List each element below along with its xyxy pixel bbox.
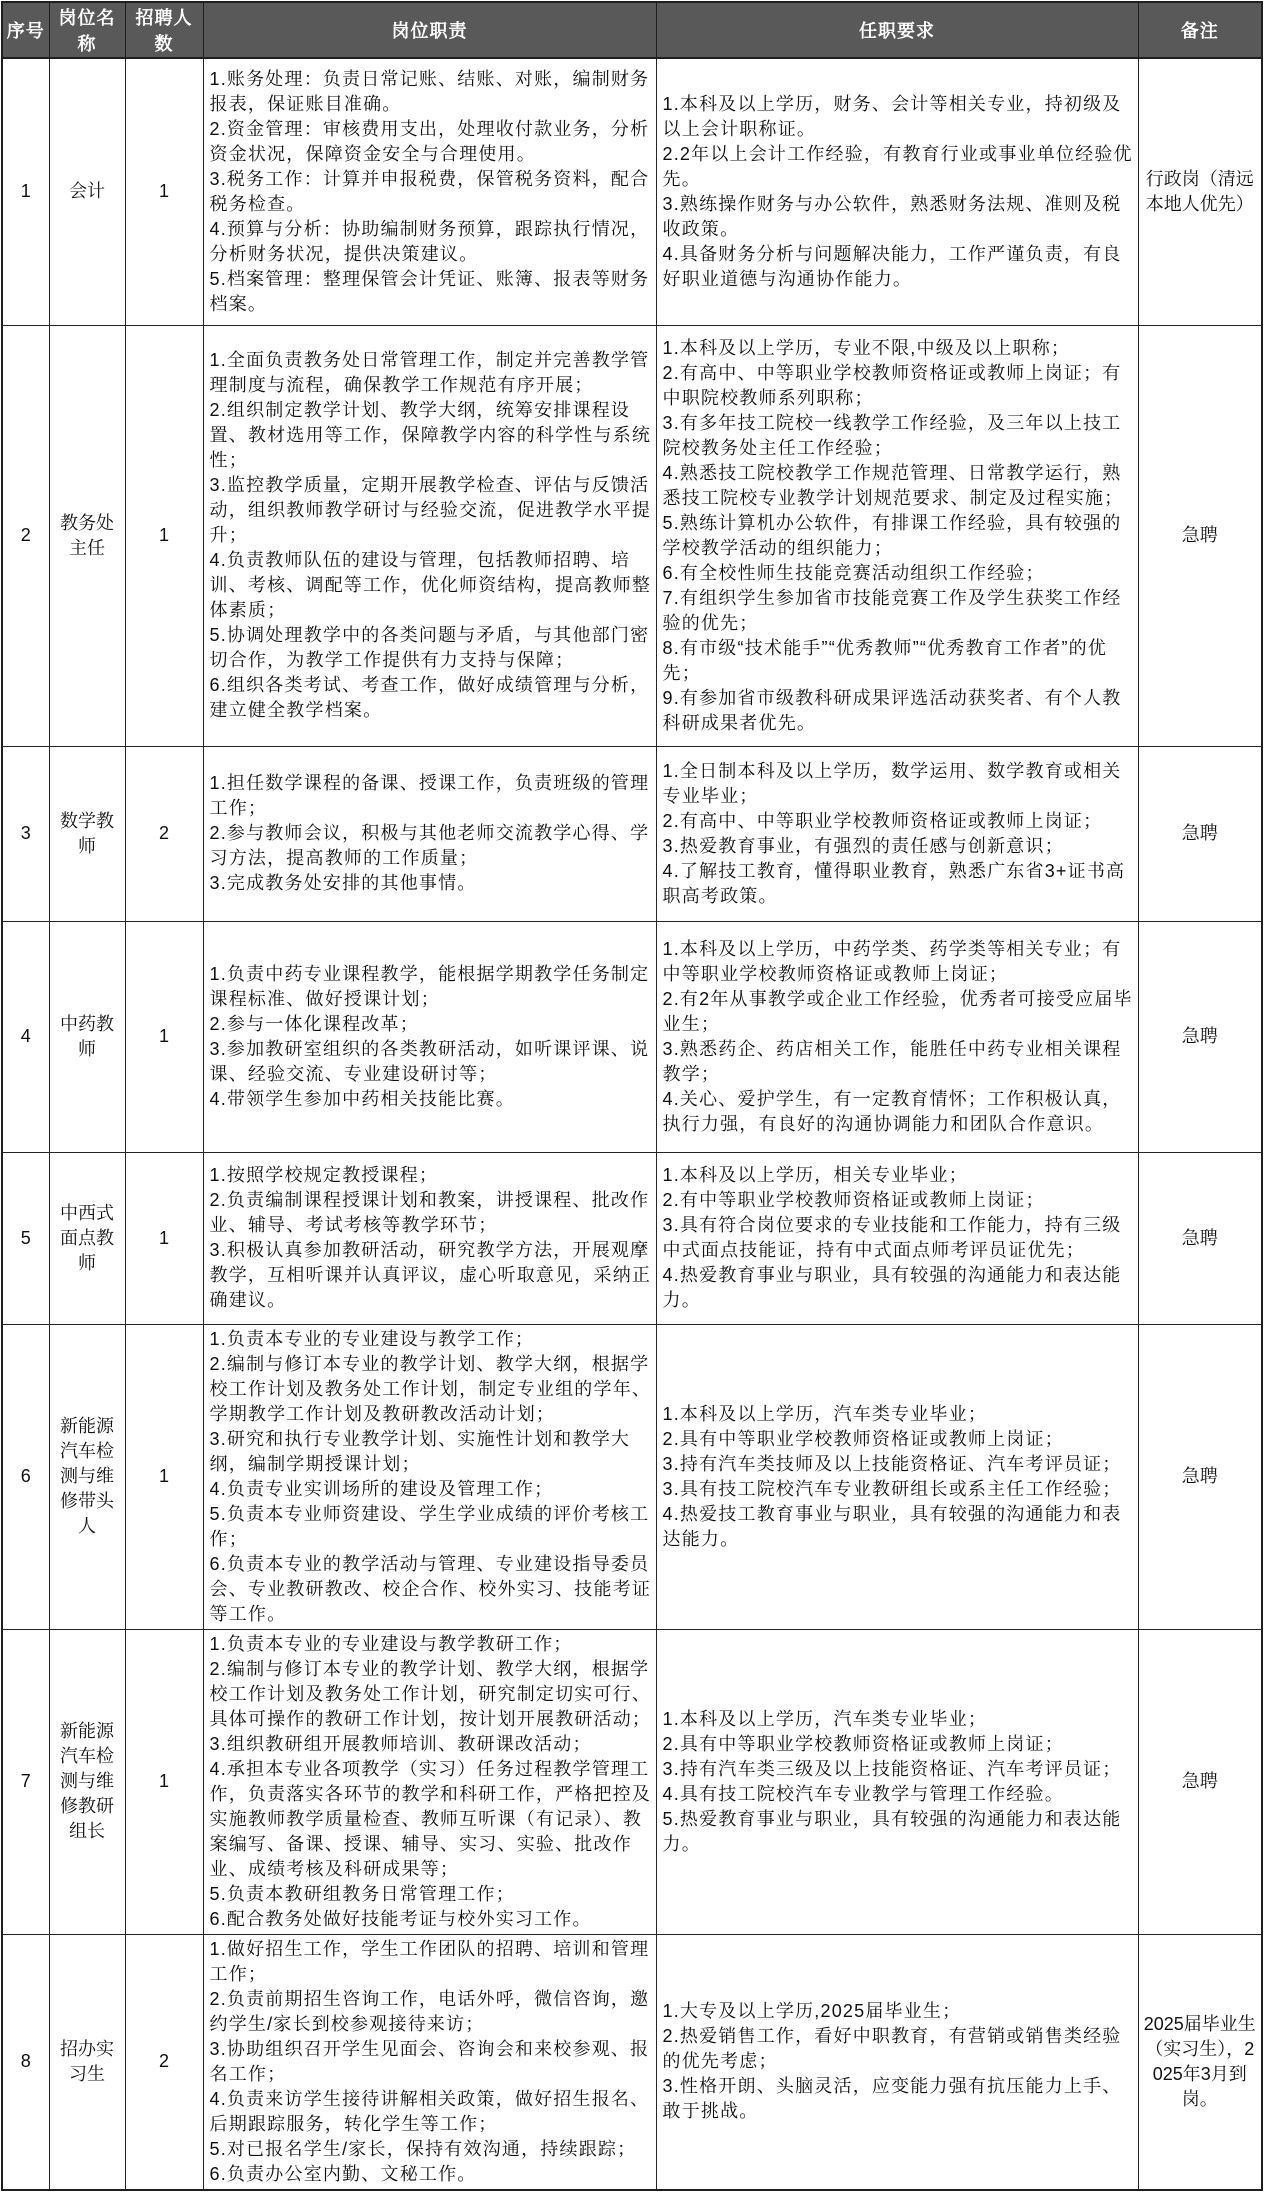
duty-item: 4.负责教师队伍的建设与管理，包括教师招聘、培训、考核、调配等工作，优化师资结构，提高教师整体素质； <box>209 550 652 620</box>
requirement-item: 2.具有中等职业学校教师资格证或教师上岗证； <box>662 1733 1064 1754</box>
cell-headcount: 1 <box>125 1629 203 1934</box>
requirement-item: 8.有市级“技术能手”“优秀教师”“优秀教育工作者”的优先； <box>662 637 1108 683</box>
requirement-item: 3.具有技工院校汽车专业教研组长或系主任工作经验； <box>662 1478 1122 1499</box>
duty-item: 5.负责本专业师资建设、学生学业成绩的评价考核工作； <box>209 1503 650 1549</box>
cell-position-title: 中药教师 <box>49 921 125 1152</box>
duty-item: 2.参与教师会议，积极与其他老师交流教学心得、学习方法，提高教师的工作质量； <box>209 823 650 868</box>
cell-note: 急聘 <box>1138 325 1262 746</box>
cell-seq: 7 <box>2 1629 49 1934</box>
duty-item: 1.担任数学课程的备课、授课工作，负责班级的管理工作； <box>209 773 650 818</box>
cell-requirements <box>656 325 1138 746</box>
requirement-item: 5.热爱教育事业与职业，具有较强的沟通能力和表达能力。 <box>662 1808 1122 1854</box>
cell-position-title: 会计 <box>49 58 125 325</box>
table-row <box>2 1934 1262 2190</box>
table-row <box>2 1324 1262 1629</box>
duty-item: 4.带领学生参加中药相关技能比赛。 <box>209 1088 515 1109</box>
duty-item: 1.负责中药专业课程教学，能根据学期教学任务制定课程标准、做好授课计划； <box>209 963 650 1009</box>
requirement-item: 5.熟练计算机办公软件，有排课工作经验，具有较强的学校教学活动的组织能力； <box>662 512 1122 558</box>
requirement-item: 7.有组织学生参加省市技能竞赛工作及学生获奖工作经验的优先； <box>662 587 1122 633</box>
table-header <box>2 2 1262 58</box>
duty-item: 6.负责本专业的教学活动与管理、专业建设指导委员会、专业教研教改、校企合作、校外实习、技能考证等工作。 <box>209 1553 652 1624</box>
requirement-item: 4.熟悉技工院校教学工作规范管理、日常教学运行，熟悉技工院校专业教学计划规范要求、制定及过程实施； <box>662 462 1124 508</box>
cell-headcount: 1 <box>125 1152 203 1324</box>
requirement-item: 3.持有汽车类三级及以上技能资格证、汽车考评员证； <box>662 1758 1122 1779</box>
table-row <box>2 58 1262 325</box>
duty-item: 2.编制与修订本专业的教学计划、教学大纲，根据学校工作计划及教务处工作计划，制定专业组的学年、学期教学工作计划及教研教改活动计划； <box>209 1353 652 1424</box>
requirement-item: 2.有高中、中等职业学校教师资格证或教师上岗证；有中职院校教师系列职称； <box>662 362 1122 408</box>
duty-item: 6.负责办公室内勤、文秘工作。 <box>209 2163 477 2184</box>
duty-item: 5.对已报名学生/家长，保持有效沟通，持续跟踪； <box>209 2138 637 2159</box>
cell-seq: 5 <box>2 1152 49 1324</box>
requirement-item: 6.有全校性师生技能竞赛活动组织工作经验； <box>662 562 1045 583</box>
header-count: 招聘人数 <box>125 2 203 58</box>
cell-duties <box>203 746 656 921</box>
table-row <box>2 325 1262 746</box>
cell-requirements <box>656 921 1138 1152</box>
duty-item: 3.协助组织召开学生见面会、咨询会和来校参观、报名工作； <box>209 2038 650 2084</box>
duty-item: 1.负责本专业的专业建设与教学教研工作； <box>209 1633 573 1654</box>
cell-seq: 6 <box>2 1324 49 1629</box>
cell-seq: 8 <box>2 1934 49 2190</box>
cell-duties <box>203 1152 656 1324</box>
cell-note: 急聘 <box>1138 1629 1262 1934</box>
cell-position-title: 新能源汽车检测与维修教研组长 <box>49 1629 125 1934</box>
header-duties: 岗位职责 <box>203 2 656 58</box>
requirement-item: 4.具备财务分析与问题解决能力，工作严谨负责，有良好职业道德与沟通协作能力。 <box>662 243 1122 289</box>
duty-item: 5.档案管理：整理保管会计凭证、账簿、报表等财务档案。 <box>209 268 650 314</box>
cell-headcount: 1 <box>125 325 203 746</box>
requirement-item: 3.有多年技工院校一线教学工作经验，及三年以上技工院校教务处主任工作经验； <box>662 412 1122 458</box>
cell-headcount: 1 <box>125 58 203 325</box>
cell-requirements <box>656 1324 1138 1629</box>
cell-note: 急聘 <box>1138 1324 1262 1629</box>
duty-item: 2.组织制定教学计划、教学大纲，统筹安排课程设置、教材选用等工作，保障教学内容的科学性与系统性； <box>209 400 652 470</box>
cell-seq: 4 <box>2 921 49 1152</box>
job-postings-table <box>1 1 1263 2191</box>
requirement-item: 4.了解技工教育，懂得职业教育，熟悉广东省3+证书高职高考政策。 <box>662 860 1126 906</box>
requirement-item: 1.本科及以上学历，汽车类专业毕业； <box>662 1403 988 1424</box>
duty-item: 1.全面负责教务处日常管理工作，制定并完善教学管理制度与流程，确保教学工作规范有序开展； <box>209 350 650 395</box>
duty-item: 2.资金管理：审核费用支出，处理收付款业务，分析资金状况，保障资金安全与合理使用。 <box>209 118 650 164</box>
requirement-item: 4.热爱教育事业与职业，具有较强的沟通能力和表达能力。 <box>662 1265 1122 1310</box>
cell-position-title: 数学教师 <box>49 746 125 921</box>
requirement-item: 4.具有技工院校汽车专业教学与管理工作经验。 <box>662 1783 1064 1804</box>
requirement-item: 1.本科及以上学历，中药学类、药学类等相关专业；有中等职业学校教师资格证或教师上岗证； <box>662 938 1122 984</box>
requirement-item: 2.具有中等职业学校教师资格证或教师上岗证； <box>662 1428 1064 1449</box>
duty-item: 3.参加教研室组织的各类教研活动，如听课评课、说课、经验交流、专业建设研讨等； <box>209 1038 650 1084</box>
cell-note: 急聘 <box>1138 1152 1262 1324</box>
duty-item: 2.编制与修订本专业的教学计划、教学大纲，根据学校工作计划及教务处工作计划，研究制定切实可行、具体可操作的教研工作计划，按计划开展教研活动； <box>209 1658 652 1729</box>
requirement-item: 2.有2年从事教学或企业工作经验，优秀者可接受应届毕业生； <box>662 988 1133 1034</box>
duty-item: 6.配合教务处做好技能考证与校外实习工作。 <box>209 1908 592 1929</box>
cell-note: 急聘 <box>1138 921 1262 1152</box>
requirement-item: 2.有中等职业学校教师资格证或教师上岗证； <box>662 1190 1045 1210</box>
header-title: 岗位名称 <box>49 2 125 58</box>
requirement-item: 2.有高中、中等职业学校教师资格证或教师上岗证； <box>662 810 1103 831</box>
cell-position-title: 新能源汽车检测与维修带头人 <box>49 1324 125 1629</box>
duty-item: 5.负责本教研组教务日常管理工作； <box>209 1883 515 1904</box>
cell-note: 急聘 <box>1138 746 1262 921</box>
duty-item: 3.研究和执行专业教学计划、实施性计划和教学大纲，编制学期授课计划； <box>209 1428 631 1474</box>
duty-item: 3.积极认真参加教研活动，研究教学方法，开展观摩教学，互相听课并认真评议，虚心听取意见，采纳正确建议。 <box>209 1240 652 1310</box>
requirement-item: 3.熟悉药企、药店相关工作，能胜任中药专业相关课程教学； <box>662 1038 1122 1084</box>
cell-note: 2025届毕业生（实习生），2025年3月到岗。 <box>1138 1934 1262 2190</box>
requirement-item: 1.本科及以上学历，汽车类专业毕业； <box>662 1708 988 1729</box>
header-requirements: 任职要求 <box>656 2 1138 58</box>
duty-item: 3.完成教务处安排的其他事情。 <box>209 873 477 893</box>
cell-duties <box>203 58 656 325</box>
table-row <box>2 921 1262 1152</box>
cell-duties <box>203 1934 656 2190</box>
requirement-item: 9.有参加省市级教科研成果评选活动获奖者、有个人教科研成果者优先。 <box>662 687 1122 733</box>
header-row <box>2 2 1262 58</box>
duty-item: 2.负责编制课程授课计划和教案，讲授课程、批改作业、辅导、考试考核等教学环节； <box>209 1190 650 1235</box>
cell-duties <box>203 1629 656 1934</box>
cell-seq: 2 <box>2 325 49 746</box>
duty-item: 2.负责前期招生咨询工作，电话外呼，微信咨询，邀约学生/家长到校参观接待来访； <box>209 1988 650 2034</box>
cell-seq: 3 <box>2 746 49 921</box>
cell-position-title: 中西式面点教师 <box>49 1152 125 1324</box>
duty-item: 1.做好招生工作，学生工作团队的招聘、培训和管理工作； <box>209 1938 650 1984</box>
requirement-item: 2.2年以上会计工作经验，有教育行业或事业单位经验优先。 <box>662 143 1133 189</box>
requirement-item: 4.热爱技工教育事业与职业，具有较强的沟通能力和表达能力。 <box>662 1503 1122 1549</box>
requirement-item: 3.持有汽车类技师及以上技能资格证、汽车考评员证； <box>662 1453 1122 1474</box>
duty-item: 4.负责专业实训场所的建设及管理工作； <box>209 1478 554 1499</box>
duty-item: 4.负责来访学生接待讲解相关政策，做好招生报名、后期跟踪服务，转化学生等工作； <box>209 2088 650 2134</box>
requirement-item: 1.本科及以上学历，财务、会计等相关专业，持初级及以上会计职称证。 <box>662 93 1122 139</box>
table-body <box>2 58 1262 2190</box>
table-row <box>2 1152 1262 1324</box>
duty-item: 4.承担本专业各项教学（实习）任务过程教学管理工作，负责落实各环节的教学和科研工作，严格把控及实施教师教学质量检查、教师互听课（有记录）、教案编写、备课、授课、辅导、实习、实验、批改作业、成绩考核及科研成果等； <box>209 1758 652 1879</box>
header-seq: 序号 <box>2 2 49 58</box>
duty-item: 5.协调处理教学中的各类问题与矛盾，与其他部门密切合作，为教学工作提供有力支持与保障； <box>209 625 650 670</box>
duty-item: 6.组织各类考试、考查工作，做好成绩管理与分析，建立健全教学档案。 <box>209 675 650 720</box>
requirement-item: 3.性格开朗、头脑灵活，应变能力强有抗压能力上手、敢于挑战。 <box>662 2076 1122 2121</box>
cell-requirements <box>656 1934 1138 2190</box>
duty-item: 2.参与一体化课程改革； <box>209 1013 419 1034</box>
cell-duties <box>203 1324 656 1629</box>
duty-item: 3.组织教研组开展教师培训、教研课改活动； <box>209 1733 592 1754</box>
duty-item: 3.税务工作：计算并申报税费，保管税务资料，配合税务检查。 <box>209 168 650 214</box>
requirement-item: 3.熟练操作财务与办公软件，熟悉财务法规、准则及税收政策。 <box>662 193 1122 239</box>
duty-item: 1.负责本专业的专业建设与教学工作； <box>209 1328 535 1349</box>
duty-item: 4.预算与分析：协助编制财务预算，跟踪执行情况，分析财务状况，提供决策建议。 <box>209 218 650 264</box>
cell-duties <box>203 921 656 1152</box>
duty-item: 1.按照学校规定教授课程； <box>209 1165 439 1185</box>
table-row <box>2 746 1262 921</box>
requirement-item: 1.本科及以上学历，相关专业毕业； <box>662 1165 968 1185</box>
requirement-item: 2.热爱销售工作，看好中职教育，有营销或销售类经验的优先考虑； <box>662 2026 1122 2071</box>
cell-duties <box>203 325 656 746</box>
cell-requirements <box>656 58 1138 325</box>
requirement-item: 1.本科及以上学历，专业不限,中级及以上职称； <box>662 337 1071 358</box>
requirement-item: 1.大专及以上学历,2025届毕业生； <box>662 2001 962 2021</box>
cell-requirements <box>656 746 1138 921</box>
cell-position-title: 招办实习生 <box>49 1934 125 2190</box>
cell-headcount: 1 <box>125 1324 203 1629</box>
requirement-item: 3.热爱教育事业，有强烈的责任感与创新意识； <box>662 835 1064 856</box>
requirement-item: 4.关心、爱护学生，有一定教育情怀；工作积极认真，执行力强，有良好的沟通协调能力和团队合作意识。 <box>662 1088 1122 1134</box>
cell-position-title: 教务处主任 <box>49 325 125 746</box>
requirement-item: 3.具有符合岗位要求的专业技能和工作能力，持有三级中式面点技能证，持有中式面点师考评员证优先； <box>662 1215 1122 1260</box>
header-note: 备注 <box>1138 2 1262 58</box>
cell-headcount: 1 <box>125 921 203 1152</box>
cell-seq: 1 <box>2 58 49 325</box>
duty-item: 1.账务处理：负责日常记账、结账、对账，编制财务报表，保证账目准确。 <box>209 68 650 114</box>
requirement-item: 1.全日制本科及以上学历，数学运用、数学教育或相关专业毕业； <box>662 760 1122 806</box>
duty-item: 3.监控教学质量，定期开展教学检查、评估与反馈活动，组织教师教学研讨与经验交流，促进教学水平提升； <box>209 475 652 545</box>
cell-requirements <box>656 1629 1138 1934</box>
cell-requirements <box>656 1152 1138 1324</box>
cell-note: 行政岗（清远本地人优先） <box>1138 58 1262 325</box>
cell-headcount: 2 <box>125 746 203 921</box>
table-row <box>2 1629 1262 1934</box>
cell-headcount: 2 <box>125 1934 203 2190</box>
